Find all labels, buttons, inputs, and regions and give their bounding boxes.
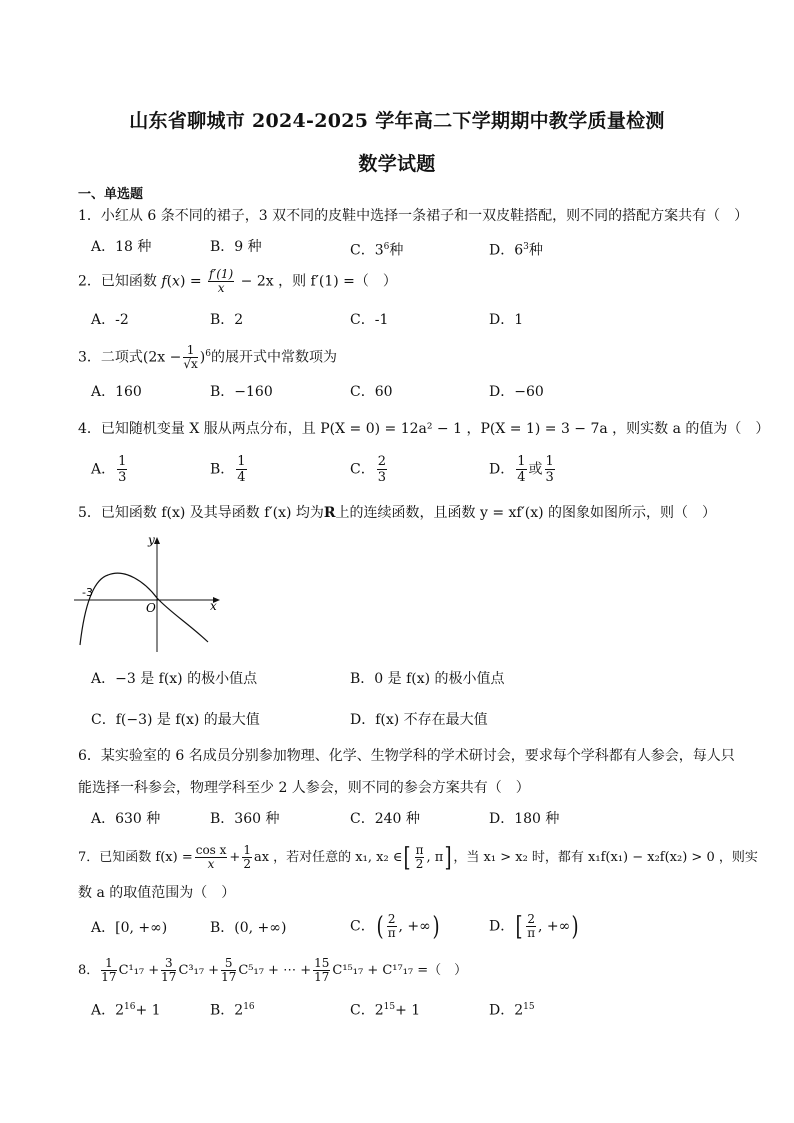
question-8-option-a: A．$2^{16}+ 1$ xyxy=(91,1002,161,1019)
d-fraction-2: $\frac{1}{3}$ xyxy=(545,454,554,485)
q2-fx: f xyxy=(161,273,167,290)
b-fraction: $\frac{1}{4}$ xyxy=(237,454,246,485)
q8-fraction-3: $\frac{5}{17}$ xyxy=(221,956,237,984)
question-4-option-c: C． $\frac{2}{3}$ xyxy=(350,454,386,485)
question-6-line-1: 6．某实验室的 6 名成员分别参加物理、化学、生物学科的学术研讨会，要求每个学科都有人参会，每人只 xyxy=(78,748,735,764)
question-7-line-2: 数 a 的取值范围为（ ） xyxy=(78,885,236,901)
question-6-line-2: 能选择一科参会，物理学科至少 2 人参会，则不同的参会方案共有（ ） xyxy=(78,780,530,796)
question-8-option-d: D．$2^{15}$ xyxy=(489,1002,535,1019)
question-1-stem: 1．小红从 6 条不同的裙子，3 双不同的皮鞋中选择一条裙子和一双皮鞋搭配，则不同的搭配方案共有（ ） xyxy=(78,208,749,224)
question-1-option-b: B．9 种 xyxy=(210,239,262,255)
question-4-option-a: A． $\frac{1}{3}$ xyxy=(91,454,127,485)
question-1-option-d xyxy=(489,237,543,261)
question-7-option-d: D．[ $\frac{2}{\pi}$ , +∞) xyxy=(489,911,579,942)
a-fraction: $\frac{1}{3}$ xyxy=(118,454,127,485)
question-3-option-c: C．60 xyxy=(350,384,393,400)
question-8-option-b: B．$2^{16}$ xyxy=(210,1002,255,1019)
d-text: D．6 xyxy=(489,242,524,259)
real-set-symbol: R xyxy=(323,505,336,521)
question-2-option-b: B．2 xyxy=(210,312,244,328)
question-6-option-d: D．180 种 xyxy=(489,811,560,827)
minus-three-label: -3 xyxy=(82,586,93,599)
question-3-stem: 3．二项式(2x − $\frac{1}{√x}$ )$^6$的展开式中常数项为 xyxy=(78,343,337,372)
question-1-option-a: A．18 种 xyxy=(91,239,152,255)
section-heading: 一、单选题 xyxy=(78,187,144,202)
question-3-option-b: B．−160 xyxy=(210,384,273,400)
q3-fraction: $\frac{1}{√x}$ xyxy=(183,343,198,372)
q7-fraction-1: $\frac{\text{cos x}}{x}$ xyxy=(195,843,227,871)
question-5-option-d: D．f(x) 不存在最大值 xyxy=(350,712,488,728)
q7-fraction-2: $\frac{1}{2}$ xyxy=(243,843,251,871)
origin-label: O xyxy=(146,601,156,615)
question-1-option-c xyxy=(350,237,403,261)
c-unit: 种 xyxy=(389,242,404,259)
question-6-option-a: A．630 种 xyxy=(91,811,161,827)
question-6-option-c: C．240 种 xyxy=(350,811,420,827)
question-2-option-a: A．-2 xyxy=(91,312,129,328)
function-graph xyxy=(70,530,230,658)
question-2-stem: 2．已知函数 f(x) = $\frac{f'(1)}{x}$ − 2x ，则 f′(1) =（ ） xyxy=(78,267,397,295)
question-6-option-b: B．360 种 xyxy=(210,811,280,827)
q8-fraction-1: $\frac{1}{17}$ xyxy=(101,956,117,984)
d-unit: 种 xyxy=(528,242,543,259)
question-2-option-d: D．1 xyxy=(489,312,524,328)
question-7-option-c: C．( $\frac{2}{\pi}$ , +∞) xyxy=(350,911,440,942)
q2-post: − 2x ，则 f′(1) =（ ） xyxy=(240,273,397,290)
q3-expr: (2x − xyxy=(142,349,182,366)
question-7-stem: 7．已知函数 f(x) = $\frac{\text{cos x}}{x}$ + $\frac{1}{2}$ ax ，若对任意的 x₁, x₂ ∈[ $\frac{\pi}{2}$ , π] ，当 x₁ > x₂ 时，都有 x₁f(x₁) − x₂f(x₂) > 0 ，则实 xyxy=(78,842,758,873)
curve xyxy=(80,573,208,645)
question-5-option-c: C．f(−3) 是 f(x) 的最大值 xyxy=(91,712,260,728)
question-4-stem: 4．已知随机变量 X 服从两点分布，且 P(X = 0) = 12a² − 1 ，P(X = 1) = 3 − 7a ，则实数 a 的值为（ ） xyxy=(78,421,770,437)
question-5-option-b: B．0 是 f(x) 的极小值点 xyxy=(350,671,505,687)
question-3-option-d: D．−60 xyxy=(489,384,544,400)
question-8-stem: 8． $\frac{1}{17}$ C¹₁₇ + $\frac{3}{17}$ C³₁₇ + $\frac{5}{17}$ C⁵₁₇ + ⋯ + $\frac{15}{17}$ C¹⁵₁₇ + C¹⁷₁₇ =（ ） xyxy=(78,956,468,984)
d-fraction-1: $\frac{1}{4}$ xyxy=(517,454,526,485)
q3-exp: 6 xyxy=(205,349,211,359)
c-text: C．3 xyxy=(350,242,384,259)
y-axis-arrow xyxy=(154,537,160,544)
question-5-stem: 5．已知函数 f(x) 及其导函数 f′(x) 均为R上的连续函数，且函数 y = xf′(x) 的图象如图所示，则（ ） xyxy=(78,505,717,521)
d-fraction: $\frac{2}{\pi}$ xyxy=(527,912,536,940)
q2-pre: 2．已知函数 xyxy=(78,273,157,290)
question-3-option-a: A．160 xyxy=(91,384,142,400)
q3-post: 的展开式中常数项为 xyxy=(211,349,337,366)
question-4-option-b: B． $\frac{1}{4}$ xyxy=(210,454,246,485)
d-sup: 3 xyxy=(523,242,529,252)
c-sup: 6 xyxy=(383,242,390,252)
y-axis-label: y xyxy=(148,533,155,547)
q3-pre: 3．二项式 xyxy=(78,349,143,366)
page-title: 山东省聊城市 2024-2025 学年高二下学期期中教学质量检测 xyxy=(129,110,665,132)
question-7-option-a: A．[0, +∞) xyxy=(91,920,168,936)
question-8-option-c: C．$2^{15}+ 1$ xyxy=(350,1002,421,1019)
question-5-option-a: A．−3 是 f(x) 的极小值点 xyxy=(91,671,258,687)
question-4-option-d: D． $\frac{1}{4}$ 或 $\frac{1}{3}$ xyxy=(489,454,554,485)
c-fraction: $\frac{2}{3}$ xyxy=(377,454,386,485)
x-axis-label: x xyxy=(210,599,217,613)
q8-fraction-2: $\frac{3}{17}$ xyxy=(161,956,177,984)
q8-fraction-4: $\frac{15}{17}$ xyxy=(314,956,330,984)
page-subtitle: 数学试题 xyxy=(358,153,436,175)
q7-fraction-3: $\frac{\pi}{2}$ xyxy=(415,843,424,871)
q2-fraction: $\frac{f'(1)}{x}$ xyxy=(209,267,234,295)
question-7-option-b: B．(0, +∞) xyxy=(210,920,287,936)
c-fraction: $\frac{2}{\pi}$ xyxy=(387,912,396,940)
question-2-option-c: C．-1 xyxy=(350,312,389,328)
